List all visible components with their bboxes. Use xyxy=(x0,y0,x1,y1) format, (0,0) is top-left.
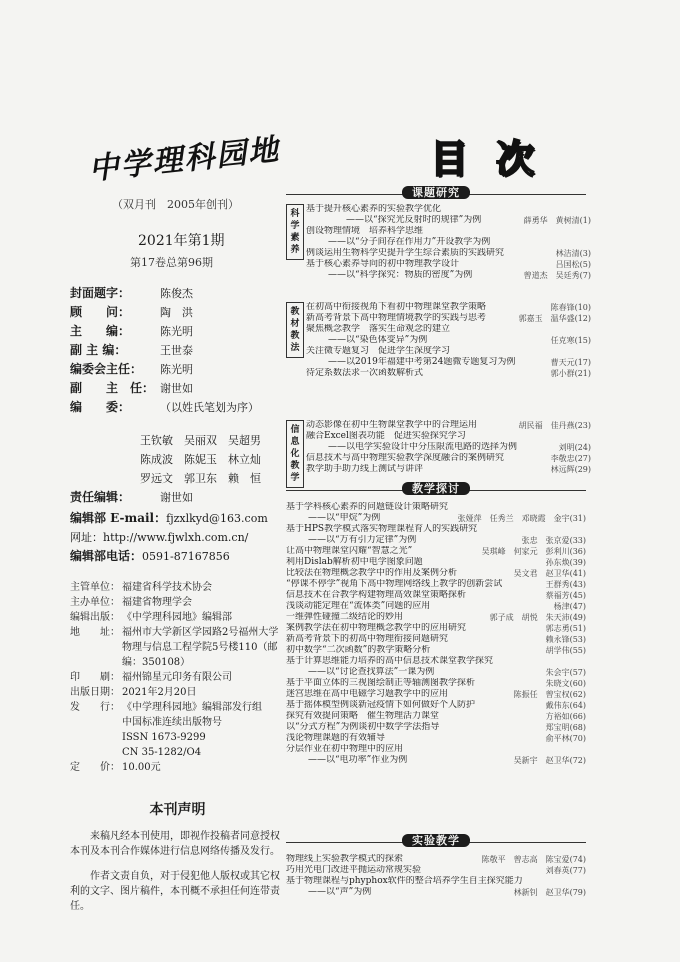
entry-author-page: 曹天元(17) xyxy=(550,358,591,367)
pub-label: 主管单位： xyxy=(70,582,120,593)
toc-entry[interactable] xyxy=(286,722,586,733)
pub-value: 《中学理科园地》编辑部发行组 xyxy=(122,702,262,713)
toc-entry[interactable] xyxy=(286,645,586,656)
publication-frequency: （双月刊 2005年创刊） xyxy=(112,198,239,211)
pub-row xyxy=(70,595,285,610)
toc-entry[interactable] xyxy=(306,442,591,453)
toc-entry[interactable] xyxy=(306,270,591,281)
contact-info xyxy=(70,509,285,566)
pub-row xyxy=(70,715,285,730)
toc-entry[interactable] xyxy=(286,590,586,601)
responsible-editor xyxy=(70,488,285,507)
toc-entry[interactable] xyxy=(286,524,586,535)
toc-entry[interactable] xyxy=(286,678,586,689)
entry-author-page: 吴文君 赵卫华(41) xyxy=(513,569,586,578)
entry-title[interactable]: 巧用光电门改进平抛运动常规实验 xyxy=(286,865,422,875)
entry-author-page: 孙东焕(39) xyxy=(545,558,586,567)
toc-entry[interactable] xyxy=(286,535,586,546)
entry-author-page: 林洁清(3) xyxy=(555,249,591,258)
entry-author-page: 刘明(24) xyxy=(558,443,591,452)
toc-entry[interactable] xyxy=(286,689,586,700)
staff-value: （以姓氏笔划为序） xyxy=(160,401,259,414)
entry-author-page: 郑宝明(68) xyxy=(545,723,586,732)
publication-info xyxy=(70,580,285,775)
pub-row xyxy=(70,760,285,775)
toc-entry[interactable] xyxy=(286,656,586,667)
entry-author-page xyxy=(587,204,591,215)
entry-title[interactable]: 创设物理情境 培养科学思维 xyxy=(306,226,424,236)
section-banner-label: 教学探讨 xyxy=(402,482,470,495)
entry-author-page: 朱晓文(60) xyxy=(545,679,586,688)
entry-title[interactable]: ——以“电功率”作业为例 xyxy=(308,755,408,765)
toc-entry[interactable] xyxy=(286,854,586,865)
toc-entry[interactable] xyxy=(306,302,591,313)
entry-title[interactable]: 基于平面立体的三视图绘制正等轴测图教学探析 xyxy=(286,678,476,688)
toc-entry[interactable] xyxy=(286,887,586,898)
entry-title[interactable]: 新高考背景下高中物理情境教学的实践与思考 xyxy=(306,313,487,323)
entry-author-page: 吕国松(5) xyxy=(555,260,591,269)
entry-author-page: 方裕如(66) xyxy=(545,712,586,721)
phone-number: 0591-87167856 xyxy=(142,550,230,563)
toc-entry[interactable] xyxy=(286,513,586,524)
toc-entry[interactable] xyxy=(286,579,586,590)
toc-entry[interactable] xyxy=(306,324,591,335)
staff-label: 副 主 编： xyxy=(70,343,127,357)
entry-title[interactable]: 基于学科核心素养的问题链设计策略研究 xyxy=(286,502,449,512)
entry-author-page: 俞平林(70) xyxy=(545,734,586,743)
website-url[interactable]: http://www.fjwlxh.com.cn/ xyxy=(103,531,249,544)
toc-entry[interactable] xyxy=(306,204,591,215)
entry-author-page: 郭小群(21) xyxy=(550,369,591,378)
entry-title[interactable]: ——以“万有引力定律”为例 xyxy=(308,535,417,545)
website-label: 网址： xyxy=(70,531,103,544)
pub-value: 10.00元 xyxy=(122,762,161,773)
section-side-tag: 教材教法 xyxy=(286,302,304,358)
entry-author-page xyxy=(587,324,591,335)
entry-title[interactable]: 新高考背景下的初高中物理衔接问题研究 xyxy=(286,634,449,644)
entry-title[interactable]: 动态影像在初中生物课堂教学中的合理运用 xyxy=(306,420,478,430)
entry-author-page: 郭子成 胡悦 朱天沛(49) xyxy=(489,613,586,622)
notice-paragraph: 来稿凡经本刊使用，即视作投稿者同意授权本刊及本刊合作媒体进行信息网络传播及发行。 xyxy=(70,831,280,857)
entry-title[interactable]: 让高中物理课堂闪耀“智慧之光” xyxy=(286,546,413,556)
section-side-tag: 信息化教学 xyxy=(286,420,304,488)
pub-value: 《中学理科园地》编辑部 xyxy=(122,612,232,623)
entry-title[interactable]: “停课不停学”视角下高中物理网络线上教学的创新尝试 xyxy=(286,579,503,589)
entry-author-page: 陈敬平 曾志高 陈宝爱(74) xyxy=(481,855,586,864)
entry-author-page xyxy=(587,226,591,237)
toc-entry[interactable] xyxy=(286,876,586,887)
entry-title[interactable]: 一维弹性碰撞二级结论的妙用 xyxy=(286,612,404,622)
pub-label: 出版日期： xyxy=(70,687,120,698)
toc-entry[interactable] xyxy=(306,346,591,357)
phone-label: 编辑部电话： xyxy=(70,549,143,563)
toc-entry[interactable] xyxy=(306,357,591,368)
pub-value: ISSN 1673-9299 xyxy=(122,732,206,743)
staff-label: 编 委： xyxy=(70,400,131,414)
toc-entry[interactable] xyxy=(286,601,586,612)
section-banner-label: 实验教学 xyxy=(402,834,470,847)
pub-row xyxy=(70,610,285,625)
section-banner xyxy=(286,186,586,202)
entry-author-page xyxy=(582,656,586,667)
entry-title[interactable]: ——以“声”为例 xyxy=(308,887,372,897)
staff-value: 陈光明 xyxy=(160,363,193,376)
volume-number: 第17卷总第96期 xyxy=(130,256,213,269)
entry-title[interactable]: ——以“科学探究：物质的密度”为例 xyxy=(328,270,473,280)
entry-author-page: 刘春英(77) xyxy=(545,866,586,875)
pub-label xyxy=(70,715,122,730)
pub-value: 中国标准连续出版物号 xyxy=(122,717,222,728)
entry-author-page xyxy=(582,876,586,887)
toc-entry[interactable] xyxy=(306,226,591,237)
pub-row xyxy=(70,700,285,715)
entry-title[interactable]: 利用Dislab解析初中电学图象问题 xyxy=(286,557,423,567)
toc-entry[interactable] xyxy=(286,700,586,711)
entry-author-page xyxy=(587,431,591,442)
toc-entry[interactable] xyxy=(306,313,591,324)
entry-title[interactable]: ——以“讨论查找算法”一课为例 xyxy=(308,667,435,677)
staff-row xyxy=(70,303,285,322)
pub-value: 福州锦星元印务有限公司 xyxy=(122,672,232,683)
entry-author-page xyxy=(582,502,586,513)
entry-title[interactable]: 信息技术与高中物理实验教学深度融合的案例研究 xyxy=(306,453,505,463)
entry-title[interactable]: ——以“探究光反射时的规律”为例 xyxy=(346,215,482,225)
pub-label: 编辑出版： xyxy=(70,612,120,623)
toc-entry[interactable] xyxy=(286,623,586,634)
toc-entry[interactable] xyxy=(306,368,591,379)
section-banner xyxy=(286,834,586,850)
staff-value: 陈光明 xyxy=(160,325,193,338)
toc-entry[interactable] xyxy=(286,568,586,579)
toc-entry[interactable] xyxy=(306,464,591,475)
pub-row xyxy=(70,670,285,685)
entry-author-page: 张娅萍 任秀兰 邓晓霞 金宇(31) xyxy=(457,514,586,523)
entry-author-page xyxy=(587,346,591,357)
staff-label: 编委会主任： xyxy=(70,362,143,376)
entry-title[interactable]: 在初高中衔接视角下看初中物理课堂教学策略 xyxy=(306,302,487,312)
toc-entry[interactable] xyxy=(286,502,586,513)
toc-entry[interactable] xyxy=(306,431,591,442)
entry-title[interactable]: 初中数学“二次函数”的教学策略分析 xyxy=(286,645,431,655)
entry-author-page xyxy=(587,237,591,248)
section-side-tag: 科学素养 xyxy=(286,204,304,260)
staff-value: 陶 洪 xyxy=(160,306,193,319)
pub-value: 福建省科学技术协会 xyxy=(122,582,212,593)
entry-author-page: 郭志勇(51) xyxy=(545,624,586,633)
toc-title: 目次 xyxy=(430,136,563,181)
entry-author-page: 薛勇华 黄树清(1) xyxy=(523,216,591,225)
section-banner-label: 课题研究 xyxy=(402,186,470,199)
entry-title[interactable]: 分层作业在初中物理中的应用 xyxy=(286,744,404,754)
toc-entry[interactable] xyxy=(306,215,591,226)
entry-author-page: 王群秀(43) xyxy=(545,580,586,589)
pub-label xyxy=(70,730,122,745)
staff-row xyxy=(70,360,285,379)
toc-entry[interactable] xyxy=(286,733,586,744)
notice-paragraph: 作者文责自负，对于侵犯他人版权或其它权利的文字、图片稿件，本刊概不承担任何连带责任。 xyxy=(70,871,280,912)
staff-row xyxy=(70,284,285,303)
entry-title[interactable]: 探究有效提问策略 催生物理活力课堂 xyxy=(286,711,440,721)
entry-author-page xyxy=(582,524,586,535)
entry-author-page: 林新钊 赵卫华(79) xyxy=(513,888,586,897)
toc-entry[interactable] xyxy=(306,237,591,248)
entry-author-page: 吴琪峰 何家元 彭利川(36) xyxy=(481,547,586,556)
toc-entry[interactable] xyxy=(286,612,586,623)
email-label: 编辑部 E-mail： xyxy=(70,511,167,525)
entry-title[interactable]: 基于核心素养导向的初中物理教学设计 xyxy=(306,259,460,269)
pub-label xyxy=(70,745,122,760)
entry-author-page: 赖永锋(53) xyxy=(545,635,586,644)
pub-value: 2021年2月20日 xyxy=(122,687,197,698)
toc-entry[interactable] xyxy=(286,557,586,568)
toc-section-research xyxy=(286,186,586,206)
entry-author-page: 陈振任 曾宝权(62) xyxy=(513,690,586,699)
entry-title[interactable]: 浅谈动能定理在“流体类”问题的应用 xyxy=(286,601,431,611)
toc-section-discussion xyxy=(286,482,586,766)
entry-title[interactable]: 物理线上实验教学模式的探索 xyxy=(286,854,404,864)
editor-label: 责任编辑： xyxy=(70,490,131,504)
toc-entry[interactable] xyxy=(286,865,586,876)
entry-title[interactable]: 比较法在物理概念教学中的作用及案例分析 xyxy=(286,568,458,578)
entry-title[interactable]: 迷宫思维在高中电磁学习题教学中的应用 xyxy=(286,689,449,699)
editor-value: 谢世如 xyxy=(160,491,193,504)
entry-title[interactable]: ——以电学实验设计中分压限流电路的选择为例 xyxy=(328,442,518,452)
phone-line xyxy=(70,547,285,566)
pub-value: CN 35-1282/O4 xyxy=(122,747,202,758)
entry-title[interactable]: 教学助手助力线上测试与讲评 xyxy=(306,464,424,474)
entry-title[interactable]: 基于提升核心素养的实验教学优化 xyxy=(306,204,442,214)
issue-number: 2021年第1期 xyxy=(138,233,225,249)
staff-value: 王世泰 xyxy=(160,344,193,357)
email-address[interactable]: fjzxlkyd@163.com xyxy=(166,512,268,525)
pub-row xyxy=(70,625,285,670)
entry-author-page: 林远辉(29) xyxy=(550,465,591,474)
pub-label: 发 行： xyxy=(70,702,120,713)
entry-title[interactable]: 信息技术在合教学构建物理高效课堂策略探析 xyxy=(286,590,467,600)
toc-group xyxy=(306,420,591,475)
toc-entry[interactable] xyxy=(286,634,586,645)
entry-author-page: 戴伟东(64) xyxy=(545,701,586,710)
entry-title[interactable]: ——以“分子间存在作用力”开设教学为例 xyxy=(328,237,491,247)
entry-title[interactable]: 待定系数法求一次函数解析式 xyxy=(306,368,424,378)
entry-title[interactable]: 例谈运用生物科学史提升学生综合素质的实践研究 xyxy=(306,248,505,258)
entry-title[interactable]: 关注微专题复习 促进学生深度学习 xyxy=(306,346,451,356)
entry-author-page: 陈春锋(10) xyxy=(550,303,591,312)
toc-entry[interactable] xyxy=(306,335,591,346)
toc-entry[interactable] xyxy=(286,755,586,766)
entry-author-page: 朱会宇(57) xyxy=(545,668,586,677)
entry-author-page: 郭嘉玉 温华盛(12) xyxy=(518,314,591,323)
staff-label: 顾 问： xyxy=(70,305,131,319)
member-row: 陈成波 陈妮玉 林立灿 xyxy=(140,453,261,466)
entry-author-page: 蔡福芳(45) xyxy=(545,591,586,600)
pub-value: 福州市大学新区学园路2号福州大学物理与信息工程学院5号楼110（邮编：350108） xyxy=(122,627,279,668)
toc-group xyxy=(306,204,591,281)
entry-title[interactable]: 案例教学法在初中物理概念教学中的应用研究 xyxy=(286,623,467,633)
entry-author-page: 胡学伟(55) xyxy=(545,646,586,655)
entry-title[interactable]: ——以“甲烷”为例 xyxy=(308,513,381,523)
pub-value: 福建省物理学会 xyxy=(122,597,192,608)
member-row: 王钦敏 吴丽双 吴超男 xyxy=(140,434,261,447)
entry-author-page: 任克寒(15) xyxy=(550,336,591,345)
entry-author-page: 胡民福 佳丹燕(23) xyxy=(518,421,591,430)
entry-title[interactable]: 基于计算思维能力培养的高中信息技术课堂教学探究 xyxy=(286,656,494,666)
pub-row xyxy=(70,730,285,745)
entry-title[interactable]: ——以2019年福建中考第24题微专题复习为例 xyxy=(328,357,516,367)
entry-author-page: 吴新宇 赵卫华(72) xyxy=(513,756,586,765)
entry-title[interactable]: 浅论物理课题的有效辅导 xyxy=(286,733,386,743)
entry-title[interactable]: 融合Excel图表功能 促进实验探究学习 xyxy=(306,431,466,441)
masthead-column xyxy=(70,120,285,914)
pub-row xyxy=(70,745,285,760)
pub-row xyxy=(70,685,285,700)
toc-group xyxy=(306,302,591,379)
entry-title[interactable]: 以“分式方程”为例谈初中数学学法指导 xyxy=(286,722,440,732)
entry-title[interactable]: 聚焦概念教学 落实生命观念的建立 xyxy=(306,324,451,334)
toc-entry[interactable] xyxy=(306,259,591,270)
staff-label: 封面题字： xyxy=(70,286,131,300)
email-line xyxy=(70,509,285,528)
entry-author-page: 张忠 张京爱(33) xyxy=(521,536,586,545)
section-banner xyxy=(286,482,586,498)
toc-entry[interactable] xyxy=(306,248,591,259)
staff-row xyxy=(70,398,285,417)
pub-label: 主办单位： xyxy=(70,597,120,608)
entry-author-page xyxy=(582,744,586,755)
entry-author-page: 曾道杰 吴廷秀(7) xyxy=(523,271,591,280)
staff-value: 谢世如 xyxy=(160,382,193,395)
staff-row xyxy=(70,341,285,360)
staff-row xyxy=(70,322,285,341)
pub-label: 印 刷： xyxy=(70,672,120,683)
toc-entry[interactable] xyxy=(286,667,586,678)
notice-title: 本刊声明 xyxy=(149,802,206,818)
staff-label: 副 主 任： xyxy=(70,381,155,395)
staff-row xyxy=(70,379,285,398)
staff-list xyxy=(70,284,285,417)
toc-entry[interactable] xyxy=(286,546,586,557)
staff-value: 陈俊杰 xyxy=(160,287,193,300)
toc-entry[interactable] xyxy=(306,453,591,464)
toc-entry[interactable] xyxy=(286,744,586,755)
toc-entry[interactable] xyxy=(286,711,586,722)
pub-label: 地 址： xyxy=(70,627,120,638)
member-row: 罗远文 郭卫东 赖 恒 xyxy=(140,472,261,485)
journal-logo: 中学理科园地 xyxy=(87,132,282,188)
entry-title[interactable]: 基于HPS教学模式落实物理课程育人的实践研究 xyxy=(286,524,478,534)
pub-label: 定 价： xyxy=(70,762,120,773)
editorial-members xyxy=(70,431,285,507)
entry-title[interactable]: 基于物理课程与phyphox软件的整合培养学生自主探究能力 xyxy=(286,876,523,886)
entry-title[interactable]: 基于摇体模型例谈新冠疫情下如何做好个人防护 xyxy=(286,700,476,710)
entry-title[interactable]: ——以“染色体变异”为例 xyxy=(328,335,428,345)
toc-entry[interactable] xyxy=(306,420,591,431)
staff-label: 主 编： xyxy=(70,324,131,338)
pub-row xyxy=(70,580,285,595)
website-line xyxy=(70,528,285,547)
toc-section-experiment xyxy=(286,834,586,898)
entry-author-page: 李敬忠(27) xyxy=(550,454,591,463)
entry-author-page: 杨津(47) xyxy=(553,602,586,611)
